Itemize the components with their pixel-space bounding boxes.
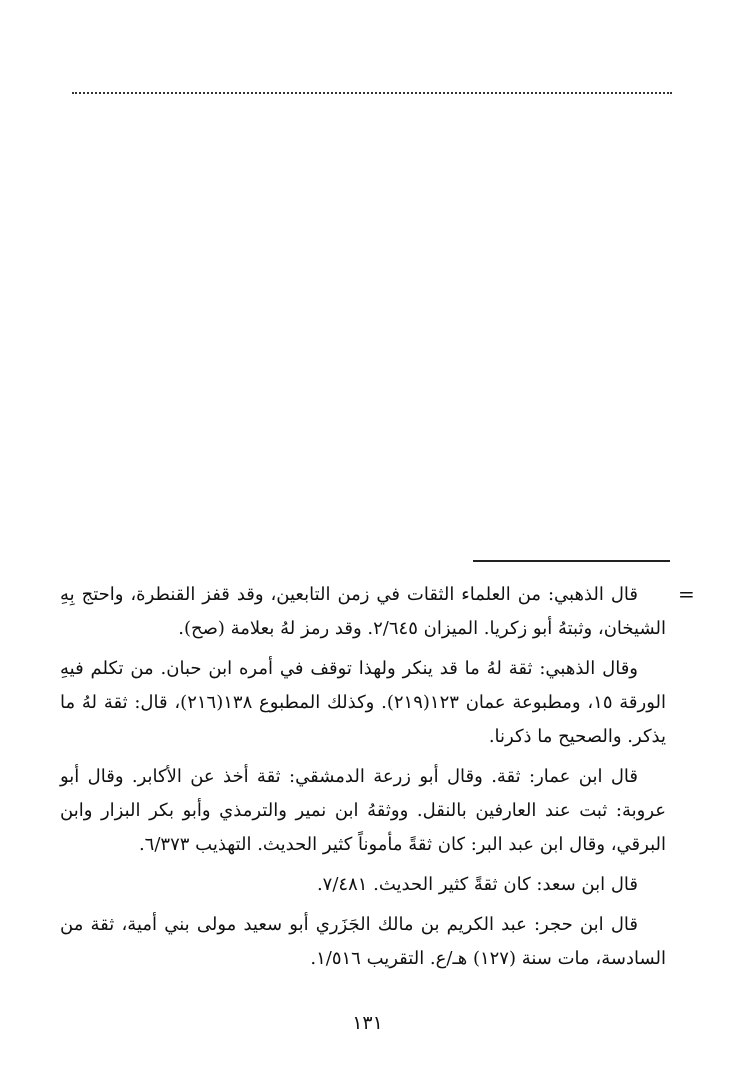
footnotes-block — [60, 578, 666, 982]
footnote-separator-rule — [473, 560, 670, 562]
footnote-paragraph: قال ابن حجر: عبد الكريم بن مالك الجَزَري أبو سعيد مولى بني أمية، ثقة من السادسة، مات سنة (١٢٧) هـ/ع. التقريب ١/٥١٦. — [60, 914, 666, 969]
header-dotted-rule — [72, 92, 672, 94]
footnote-paragraph: وقال الذهبي: ثقة لهُ ما قد ينكر ولهذا توقف في أمره ابن حبان. من تكلم فيهِ الورقة ١٥، ومطبوعة عمان ١٢٣(٢١٩). وكذلك المطبوع ١٣٨(٢١٦)، قال: ثقة لهُ ما يذكر. والصحيح ما ذكرنا. — [60, 658, 667, 747]
page-number: ١٣١ — [352, 1012, 383, 1034]
footnote-paragraph: قال ابن عمار: ثقة. وقال أبو زرعة الدمشقي: ثقة أخذ عن الأكابر. وقال أبو عروبة: ثبت عند العارفين بالنقل. ووثقهُ ابن نمير والترمذي وأبو بكر البزار وابن البرقي، وقال ابن عبد البر: كان ثقةً مأموناً كثير الحديث. التهذيب ٦/٣٧٣. — [60, 766, 666, 855]
footnote-paragraph: قال ابن سعد: كان ثقةً كثير الحديث. ٧/٤٨١. — [316, 874, 638, 895]
footnote-paragraph: قال الذهبي: من العلماء الثقات في زمن التابعين، وقد قفز القنطرة، واحتج بِهِ الشيخان، وثبتهُ أبو زكريا. الميزان ٢/٦٤٥. وقد رمز لهُ بعلامة (صح). — [60, 584, 666, 639]
continuation-mark: = — [678, 582, 695, 606]
